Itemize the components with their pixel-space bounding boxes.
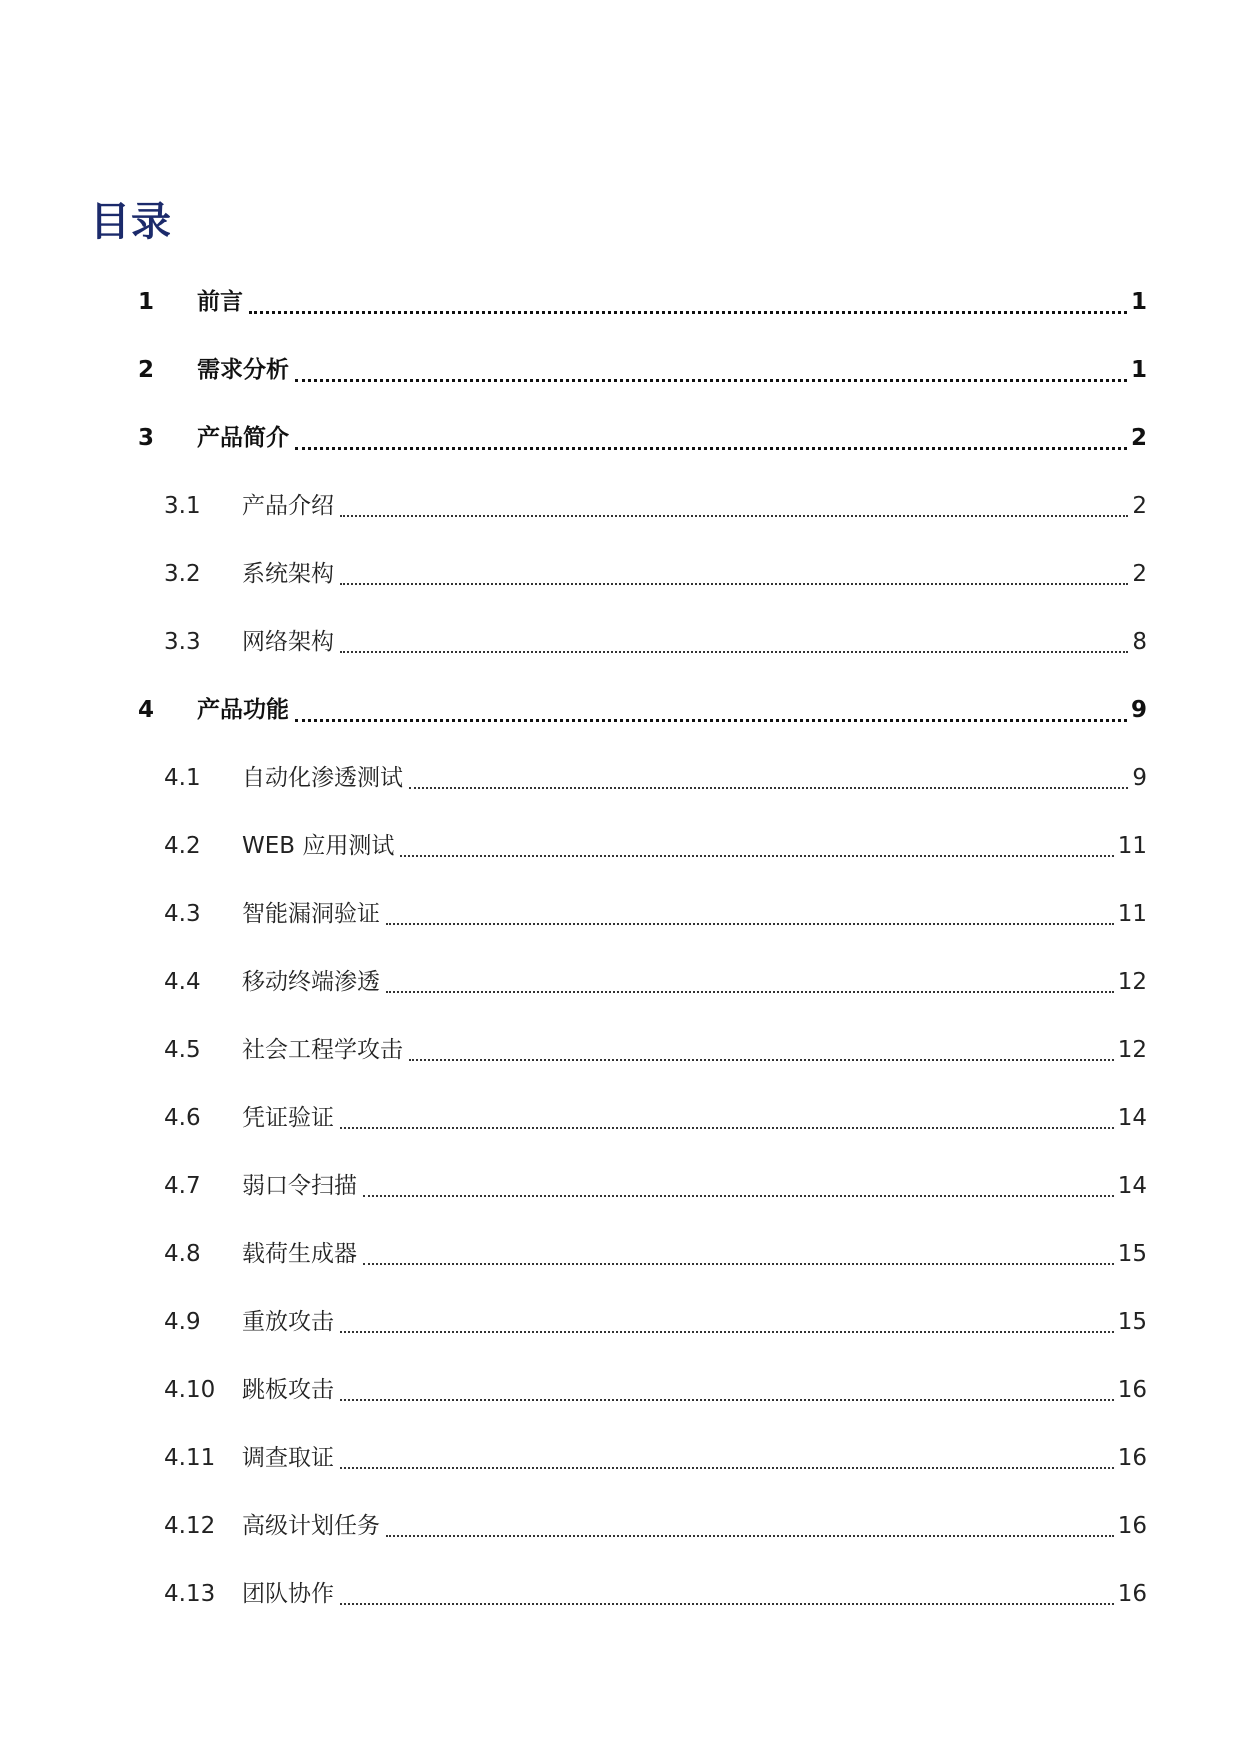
- toc-entry-number: 4.12: [164, 1513, 216, 1539]
- toc-entry[interactable]: [0, 1492, 1240, 1560]
- toc-entry-page-number: 9: [1132, 765, 1147, 791]
- toc-entry-page-number: 1: [1130, 357, 1147, 383]
- toc-entry-page-number: 8: [1132, 629, 1147, 655]
- toc-entry-number: 4.8: [164, 1241, 201, 1267]
- toc-entry-label[interactable]: 系统架构: [242, 561, 334, 587]
- toc-entry[interactable]: [0, 1016, 1240, 1084]
- toc-entry-number: 3: [138, 425, 155, 451]
- toc-entry-label[interactable]: 重放攻击: [242, 1309, 334, 1335]
- toc-dot-leader: [400, 855, 1113, 857]
- toc-entry[interactable]: [0, 1084, 1240, 1152]
- toc-entry-label[interactable]: 产品介绍: [242, 493, 334, 519]
- toc-dot-leader: [340, 1331, 1114, 1333]
- toc-entry-page-number: 12: [1117, 1037, 1147, 1063]
- toc-dot-leader: [340, 515, 1128, 517]
- toc-entry[interactable]: [0, 880, 1240, 948]
- toc-entry-page-number: 11: [1117, 833, 1147, 859]
- toc-dot-leader: [340, 1399, 1114, 1401]
- toc-list: [0, 268, 1240, 1628]
- toc-entry[interactable]: [0, 608, 1240, 676]
- toc-entry[interactable]: [0, 1424, 1240, 1492]
- toc-entry[interactable]: [0, 948, 1240, 1016]
- toc-dot-leader: [340, 1127, 1114, 1129]
- toc-entry-label[interactable]: 移动终端渗透: [242, 969, 380, 995]
- toc-entry-label[interactable]: 团队协作: [242, 1581, 334, 1607]
- toc-entry-page-number: 15: [1117, 1309, 1147, 1335]
- toc-entry-label[interactable]: 凭证验证: [242, 1105, 334, 1131]
- toc-entry-page-number: 14: [1117, 1173, 1147, 1199]
- toc-entry-number: 4.6: [164, 1105, 201, 1131]
- toc-dot-leader: [295, 719, 1127, 722]
- toc-entry-page-number: 16: [1117, 1581, 1147, 1607]
- toc-dot-leader: [386, 923, 1114, 925]
- toc-entry[interactable]: [0, 1152, 1240, 1220]
- toc-dot-leader: [249, 311, 1127, 314]
- toc-dot-leader: [295, 379, 1127, 382]
- toc-dot-leader: [409, 1059, 1114, 1061]
- toc-entry-number: 4.9: [164, 1309, 201, 1335]
- toc-entry-number: 4.10: [164, 1377, 216, 1403]
- toc-entry[interactable]: [0, 676, 1240, 744]
- toc-entry[interactable]: [0, 1220, 1240, 1288]
- toc-entry-label[interactable]: 需求分析: [197, 357, 289, 383]
- toc-entry-label[interactable]: 网络架构: [242, 629, 334, 655]
- toc-dot-leader: [409, 787, 1128, 789]
- toc-entry-page-number: 14: [1117, 1105, 1147, 1131]
- toc-entry[interactable]: [0, 336, 1240, 404]
- toc-entry-label[interactable]: 社会工程学攻击: [242, 1037, 403, 1063]
- toc-entry-label[interactable]: 载荷生成器: [242, 1241, 357, 1267]
- toc-entry-page-number: 1: [1130, 289, 1147, 315]
- toc-entry-number: 4.2: [164, 833, 201, 859]
- toc-entry[interactable]: [0, 1560, 1240, 1628]
- toc-entry-number: 3.1: [164, 493, 201, 519]
- toc-entry-page-number: 2: [1130, 425, 1147, 451]
- toc-entry-page-number: 2: [1132, 561, 1147, 587]
- toc-entry-number: 4.1: [164, 765, 201, 791]
- toc-entry[interactable]: [0, 1288, 1240, 1356]
- toc-entry-label[interactable]: 智能漏洞验证: [242, 901, 380, 927]
- toc-entry-page-number: 9: [1130, 697, 1147, 723]
- toc-dot-leader: [295, 447, 1127, 450]
- toc-dot-leader: [386, 1535, 1114, 1537]
- toc-entry-label[interactable]: 产品简介: [197, 425, 289, 451]
- toc-dot-leader: [340, 651, 1128, 653]
- toc-entry-page-number: 11: [1117, 901, 1147, 927]
- toc-entry-number: 4.13: [164, 1581, 216, 1607]
- toc-entry-number: 4.11: [164, 1445, 216, 1471]
- toc-title: 目录: [90, 199, 172, 245]
- toc-entry[interactable]: [0, 812, 1240, 880]
- toc-entry[interactable]: [0, 540, 1240, 608]
- toc-entry-number: 1: [138, 289, 155, 315]
- toc-entry-number: 4.4: [164, 969, 201, 995]
- toc-entry-label[interactable]: 自动化渗透测试: [242, 765, 403, 791]
- toc-entry-number: 4.3: [164, 901, 201, 927]
- toc-dot-leader: [363, 1263, 1114, 1265]
- toc-entry-number: 3.2: [164, 561, 201, 587]
- toc-entry-page-number: 16: [1117, 1513, 1147, 1539]
- toc-entry-page-number: 16: [1117, 1445, 1147, 1471]
- toc-entry[interactable]: [0, 744, 1240, 812]
- toc-entry[interactable]: [0, 472, 1240, 540]
- toc-entry-number: 3.3: [164, 629, 201, 655]
- toc-entry-label[interactable]: 弱口令扫描: [242, 1173, 357, 1199]
- toc-entry[interactable]: [0, 1356, 1240, 1424]
- toc-entry[interactable]: [0, 268, 1240, 336]
- toc-entry-label[interactable]: 产品功能: [197, 697, 289, 723]
- toc-entry-number: 4: [138, 697, 155, 723]
- toc-entry-label[interactable]: 前言: [197, 289, 243, 315]
- toc-dot-leader: [340, 583, 1128, 585]
- toc-dot-leader: [340, 1603, 1114, 1605]
- toc-dot-leader: [386, 991, 1114, 993]
- toc-entry-page-number: 12: [1117, 969, 1147, 995]
- toc-dot-leader: [340, 1467, 1114, 1469]
- toc-entry-label[interactable]: WEB 应用测试: [242, 833, 395, 859]
- toc-entry-label[interactable]: 跳板攻击: [242, 1377, 334, 1403]
- toc-entry-page-number: 2: [1132, 493, 1147, 519]
- toc-entry-number: 2: [138, 357, 155, 383]
- toc-entry-page-number: 15: [1117, 1241, 1147, 1267]
- toc-entry-label[interactable]: 调查取证: [242, 1445, 334, 1471]
- toc-entry-page-number: 16: [1117, 1377, 1147, 1403]
- toc-dot-leader: [363, 1195, 1114, 1197]
- toc-entry-label[interactable]: 高级计划任务: [242, 1513, 380, 1539]
- toc-entry-number: 4.5: [164, 1037, 201, 1063]
- toc-entry-number: 4.7: [164, 1173, 201, 1199]
- toc-entry[interactable]: [0, 404, 1240, 472]
